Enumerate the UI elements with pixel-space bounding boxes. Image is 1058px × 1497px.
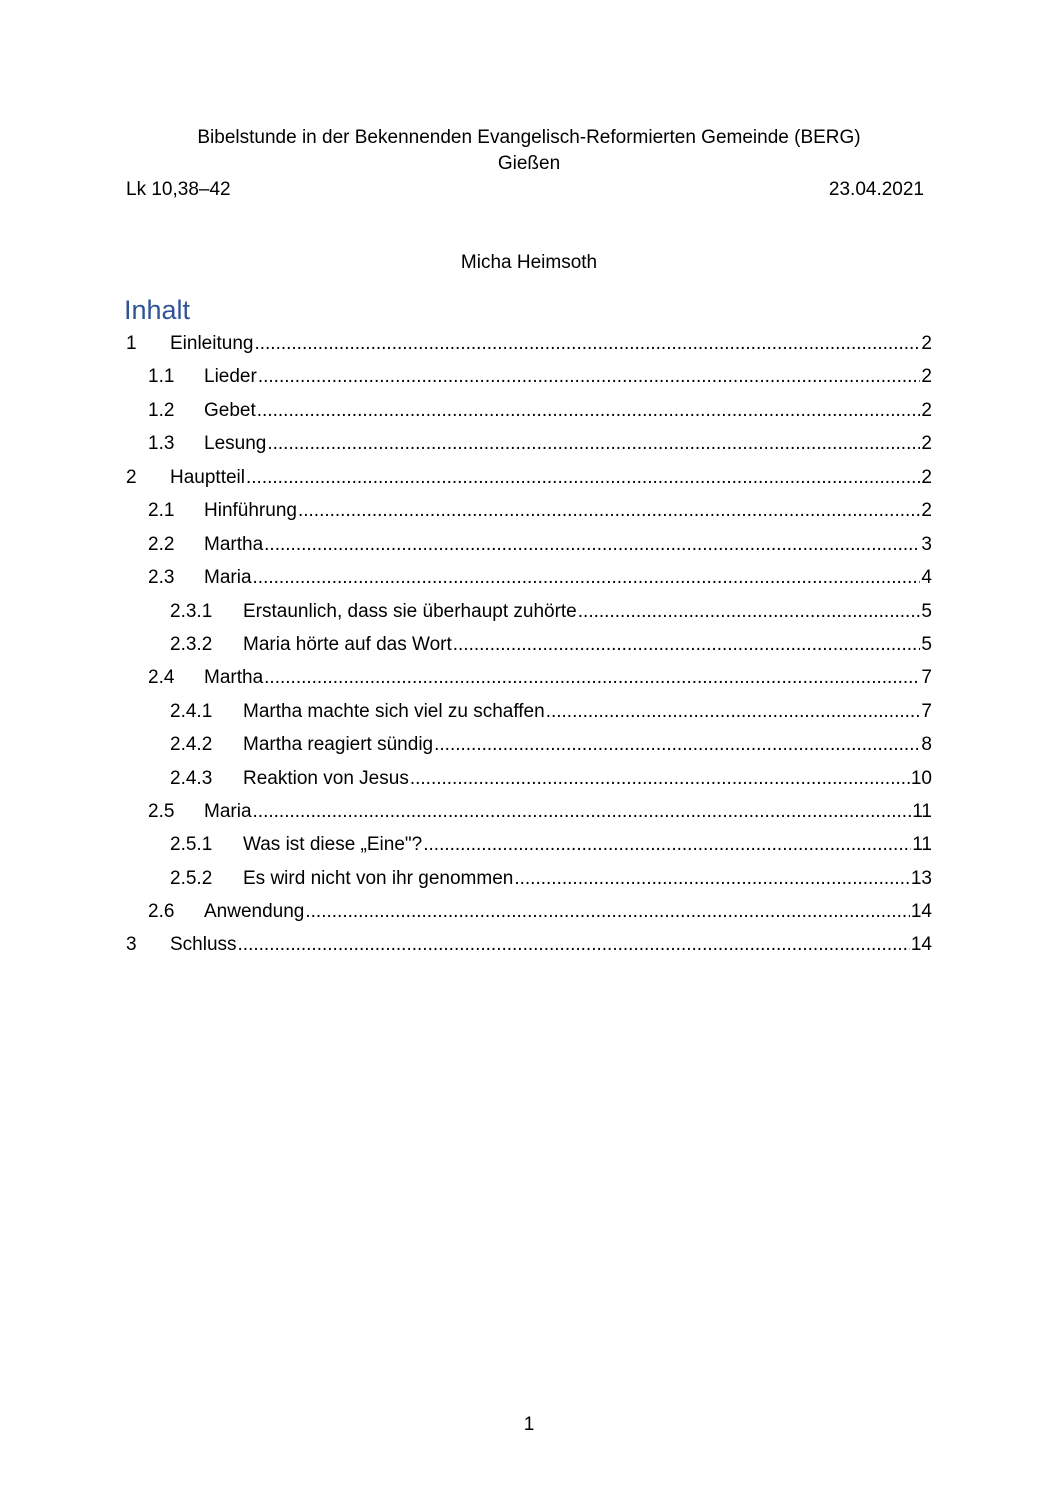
toc-entry-page: 2 [921,500,932,521]
toc-entry-title: Hauptteil [170,467,245,488]
toc-entry-number: 2.5.2 [170,868,213,889]
toc-leader-dots [238,930,910,960]
toc-entry-number: 2.4.1 [170,701,213,722]
toc-entry-page: 2 [921,366,932,387]
toc-entry[interactable] [148,897,932,927]
toc-leader-dots [257,396,921,426]
toc-leader-dots [298,496,920,526]
toc-entry-title: Anwendung [204,901,305,922]
toc-entry-page: 2 [921,400,932,421]
toc-entry-number: 2 [126,467,137,488]
toc-entry[interactable] [148,797,932,827]
toc-entry-title: Lieder [204,366,257,387]
toc-entry[interactable] [148,530,932,560]
toc-entry[interactable] [126,930,932,960]
toc-entry-title: Reaktion von Jesus [243,768,409,789]
toc-entry-number: 2.3 [148,567,175,588]
document-title-line2: Gießen [497,153,561,174]
toc-entry[interactable] [148,429,932,459]
toc-entry[interactable] [148,396,932,426]
toc-entry-title: Hinführung [204,500,297,521]
toc-entry-title: Was ist diese „Eine"? [243,834,423,855]
toc-entry-page: 11 [912,801,932,822]
toc-leader-dots [267,429,920,459]
toc-entry[interactable] [148,496,932,526]
toc-entry-number: 1 [126,333,137,354]
toc-entry-number: 2.2 [148,534,175,555]
toc-entry-page: 3 [921,534,932,555]
toc-entry-number: 3 [126,934,137,955]
bible-reference: Lk 10,38–42 [126,179,231,200]
toc-leader-dots [253,563,921,593]
toc-entry-page: 14 [910,934,932,955]
toc-entry-title: Maria [204,567,252,588]
toc-leader-dots [423,830,911,860]
toc-entry-number: 2.6 [148,901,175,922]
toc-entry-page: 10 [910,768,932,789]
toc-entry-page: 14 [910,901,932,922]
toc-entry-number: 2.4.2 [170,734,213,755]
toc-entry-number: 2.3.1 [170,601,213,622]
toc-entry-page: 2 [921,433,932,454]
toc-entry-page: 4 [921,567,932,588]
toc-entry[interactable] [170,764,932,794]
toc-entry-title: Martha reagiert sündig [243,734,434,755]
toc-leader-dots [264,663,920,693]
toc-entry-page: 2 [921,333,932,354]
toc-entry[interactable] [148,362,932,392]
toc-entry[interactable] [126,329,932,359]
toc-heading: Inhalt [124,295,191,325]
toc-entry-page: 11 [912,834,932,855]
toc-entry[interactable] [170,864,932,894]
toc-entry[interactable] [170,630,932,660]
toc-entry-title: Martha [204,667,264,688]
toc-entry-title: Einleitung [170,333,254,354]
page-number: 1 [523,1414,535,1435]
toc-entry-title: Gebet [204,400,256,421]
toc-leader-dots [246,463,920,493]
toc-entry-page: 2 [921,467,932,488]
toc-leader-dots [410,764,910,794]
toc-entry-number: 2.4.3 [170,768,213,789]
toc-entry-page: 13 [910,868,932,889]
toc-entry-number: 2.5 [148,801,175,822]
toc-leader-dots [264,530,920,560]
toc-entry-number: 2.5.1 [170,834,213,855]
toc-entry-number: 1.1 [148,366,175,387]
meta-row [126,177,924,203]
toc-entry-title: Erstaunlich, dass sie überhaupt zuhörte [243,601,577,622]
toc-leader-dots [254,329,920,359]
toc-entry-title: Maria hörte auf das Wort [243,634,452,655]
toc-leader-dots [546,697,921,727]
toc-entry[interactable] [170,697,932,727]
toc-entry-title: Es wird nicht von ihr genommen [243,868,514,889]
toc-entry[interactable] [148,563,932,593]
toc-entry[interactable] [148,663,932,693]
author-name: Micha Heimsoth [460,252,598,273]
toc-leader-dots [253,797,912,827]
document-date: 23.04.2021 [828,179,924,200]
toc-entry-number: 2.4 [148,667,175,688]
toc-leader-dots [434,730,920,760]
toc-entry-page: 5 [921,634,932,655]
toc-entry-page: 7 [921,667,932,688]
toc-entry-number: 1.2 [148,400,175,421]
toc-entry-title: Martha machte sich viel zu schaffen [243,701,545,722]
toc-entry-title: Schluss [170,934,237,955]
toc-leader-dots [258,362,921,392]
toc-leader-dots [305,897,909,927]
toc-entry-title: Martha [204,534,264,555]
toc-entry-number: 2.1 [148,500,175,521]
toc-entry-title: Lesung [204,433,267,454]
toc-leader-dots [453,630,921,660]
toc-leader-dots [514,864,910,894]
toc-entry[interactable] [126,463,932,493]
toc-entry-page: 7 [921,701,932,722]
toc-entry-page: 8 [921,734,932,755]
toc-entry-number: 2.3.2 [170,634,213,655]
toc-leader-dots [578,597,921,627]
document-title-line1: Bibelstunde in der Bekennenden Evangelisch-Reformierten Gemeinde (BERG) [197,127,861,148]
toc-entry-title: Maria [204,801,252,822]
toc-entry-number: 1.3 [148,433,175,454]
toc-entry[interactable] [170,730,932,760]
toc-entry-page: 5 [921,601,932,622]
toc-entry[interactable] [170,597,932,627]
toc-entry[interactable] [170,830,932,860]
